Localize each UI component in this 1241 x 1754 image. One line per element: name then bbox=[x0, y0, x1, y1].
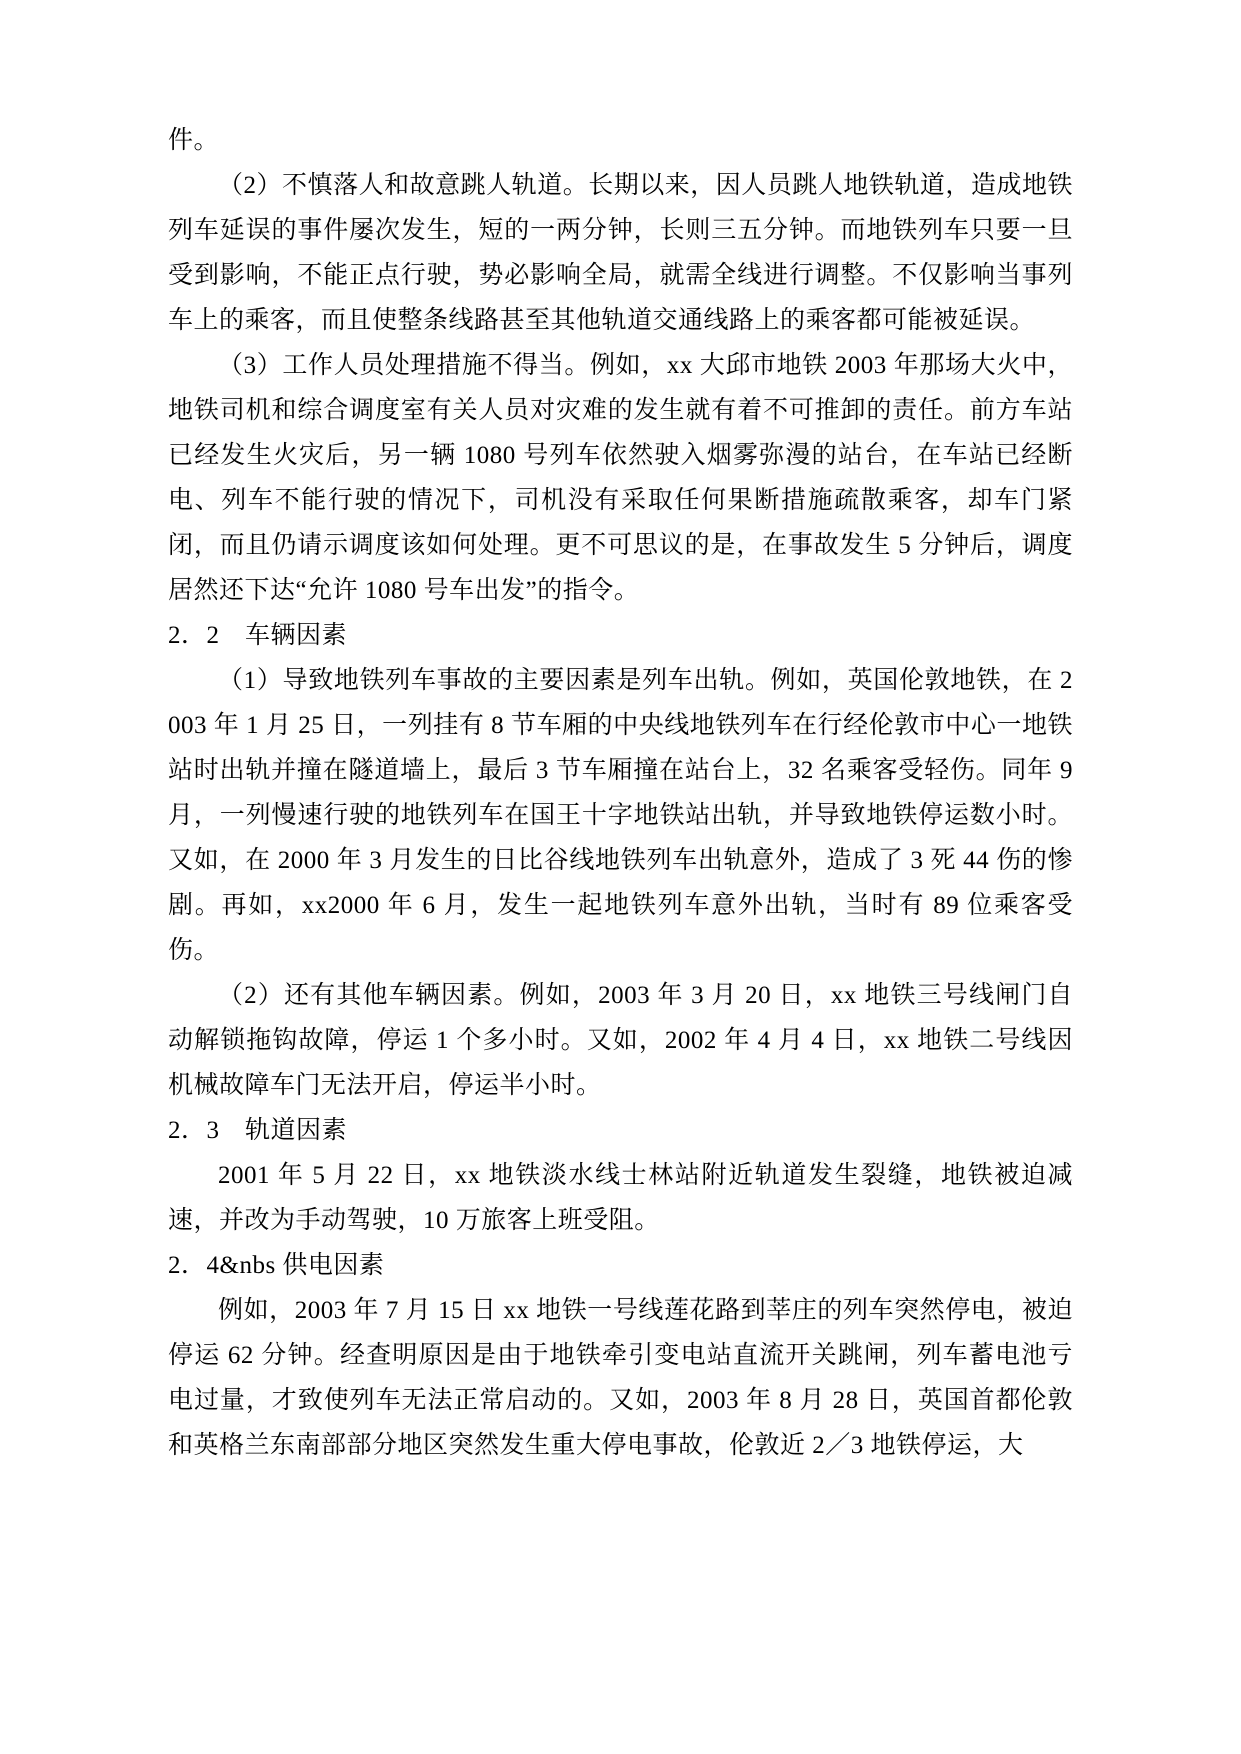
section-heading: 2．2 车辆因素 bbox=[168, 622, 348, 649]
paragraph: 件。 bbox=[168, 127, 220, 154]
section-heading: 2．3 轨道因素 bbox=[168, 1117, 348, 1144]
document-body bbox=[168, 118, 1073, 1468]
paragraph: （3）工作人员处理措施不得当。例如，xx 大邱市地铁 2003 年那场大火中，地铁司机和综合调度室有关人员对灾难的发生就有着不可推卸的责任。前方车站已经发生火灾后，另一辆 1080 号列车依然驶入烟雾弥漫的站台，在车站已经断电、列车不能行驶的情况下，司机没有采取任何果断措施疏散乘客，却车门紧闭，而且仍请示调度该如何处理。更不可思议的是，在事故发生 5 分钟后，调度居然还下达“允许 1080 号车出发”的指令。 bbox=[168, 352, 1073, 604]
paragraph: （2）还有其他车辆因素。例如，2003 年 3 月 20 日，xx 地铁三号线闸门自动解锁拖钩故障，停运 1 个多小时。又如，2002 年 4 月 4 日，xx 地铁二号线因机械故障车门无法开启，停运半小时。 bbox=[168, 982, 1073, 1099]
paragraph: 例如，2003 年 7 月 15 日 xx 地铁一号线莲花路到莘庄的列车突然停电，被迫停运 62 分钟。经查明原因是由于地铁牵引变电站直流开关跳闸，列车蓄电池亏电过量，才致使列车无法正常启动的。又如，2003 年 8 月 28 日，英国首都伦敦和英格兰东南部部分地区突然发生重大停电事故，伦敦近 2／3 地铁停运，大 bbox=[168, 1297, 1073, 1459]
section-heading: 2．4&nbs 供电因素 bbox=[168, 1252, 385, 1279]
paragraph: 2001 年 5 月 22 日，xx 地铁淡水线士林站附近轨道发生裂缝，地铁被迫减速，并改为手动驾驶，10 万旅客上班受阻。 bbox=[168, 1162, 1073, 1234]
paragraph: （1）导致地铁列车事故的主要因素是列车出轨。例如，英国伦敦地铁，在 2003 年 1 月 25 日，一列挂有 8 节车厢的中央线地铁列车在行经伦敦市中心一地铁站时出轨并撞在隧道墙上，最后 3 节车厢撞在站台上，32 名乘客受轻伤。同年 9 月，一列慢速行驶的地铁列车在国王十字地铁站出轨，并导致地铁停运数小时。又如，在 2000 年 3 月发生的日比谷线地铁列车出轨意外，造成了 3 死 44 伤的惨剧。再如，xx2000 年 6 月，发生一起地铁列车意外出轨，当时有 89 位乘客受伤。 bbox=[168, 667, 1073, 964]
paragraph: （2）不慎落人和故意跳人轨道。长期以来，因人员跳人地铁轨道，造成地铁列车延误的事件屡次发生，短的一两分钟，长则三五分钟。而地铁列车只要一旦受到影响，不能正点行驶，势必影响全局，就需全线进行调整。不仅影响当事列车上的乘客，而且使整条线路甚至其他轨道交通线路上的乘客都可能被延误。 bbox=[168, 172, 1073, 334]
